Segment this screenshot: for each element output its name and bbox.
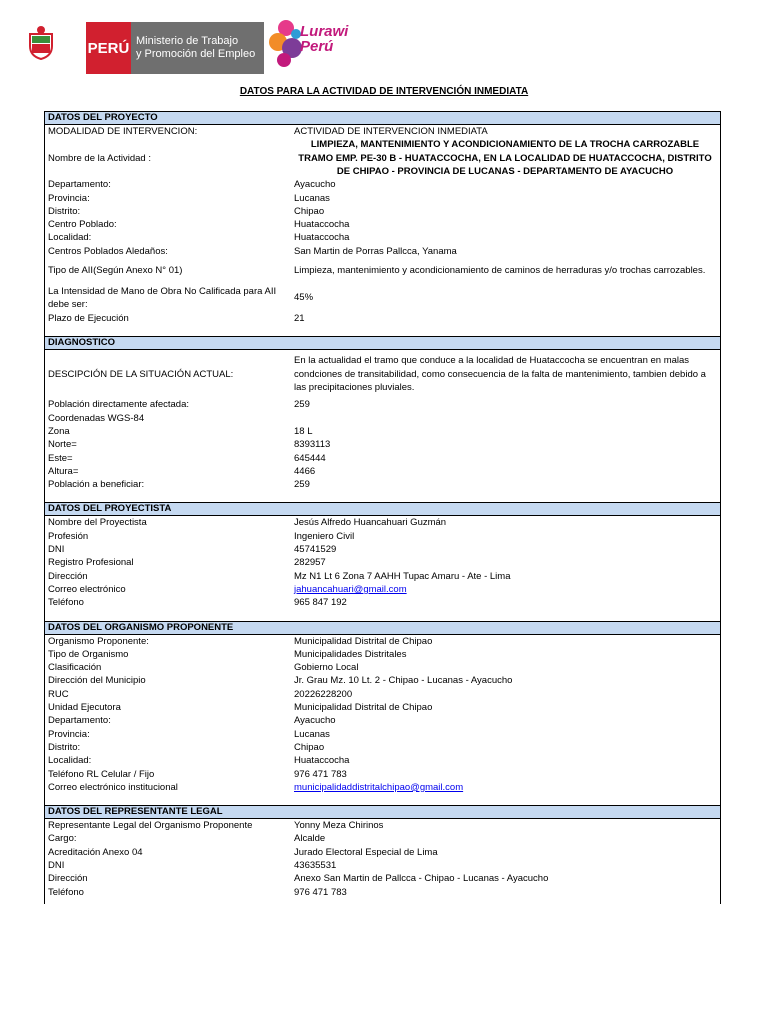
row-profesion: Profesión Ingeniero Civil <box>48 530 355 542</box>
row-direccion-proyectista: Dirección Mz N1 Lt 6 Zona 7 AAHH Tupac Amaru - Ate - Lima <box>48 570 511 582</box>
row-clasificacion: Clasificación Gobierno Local <box>48 662 359 674</box>
row-unidad-ejecutora: Unidad Ejecutora Municipalidad Distrital de Chipao <box>48 702 433 714</box>
row-provincia-org: Provincia: Lucanas <box>48 728 330 740</box>
row-dni-representante: DNI 43635531 <box>48 859 337 871</box>
spacer <box>45 899 720 904</box>
row-cargo: Cargo: Alcalde <box>48 833 326 845</box>
row-organismo-proponente: Organismo Proponente: Municipalidad Distrital de Chipao <box>48 635 433 647</box>
section-heading-representante: DATOS DEL REPRESENTANTE LEGAL <box>44 805 721 819</box>
row-registro-profesional: Registro Profesional 282957 <box>48 557 326 569</box>
ministry-logo <box>86 22 264 74</box>
row-tipo-aii: Tipo de AII(Según Anexo N° 01) Limpieza, mantenimiento y acondicionamiento de caminos de herraduras y/o trochas carrozables. <box>48 265 706 277</box>
row-situacion-actual: DESCIPCIÓN DE LA SITUACIÓN ACTUAL: En la actualidad el tramo que conduce a la localidad de Huataccocha se encuentran en malas condciones de transitabilidad, como consecuencia de la falta de mantenimiento, tambien debido a las precipitaciones pluviales. <box>48 355 706 394</box>
row-correo-proyectista: Correo electrónico jahuancahuari@gmail.com <box>48 583 407 595</box>
row-ruc: RUC 20226228200 <box>48 688 353 700</box>
spacer <box>45 491 720 502</box>
row-este: Este= 645444 <box>48 452 326 464</box>
row-direccion-municipio: Dirección del Municipio Jr. Grau Mz. 10 Lt. 2 - Chipao - Lucanas - Ayacucho <box>48 675 513 687</box>
row-intensidad: La Intensidad de Mano de Obra No Calificada para AII debe ser: 45% <box>48 285 314 311</box>
row-centros-aledanos: Centros Poblados Aledaños: San Martin de Porras Pallcca, Yanama <box>48 245 457 257</box>
row-telefono-representante: Teléfono 976 471 783 <box>48 886 347 898</box>
row-correo-institucional: Correo electrónico institucional municipalidaddistritalchipao@gmail.com <box>48 781 464 793</box>
row-localidad: Localidad: Huataccocha <box>48 232 350 244</box>
lurawi-text: Lurawi Perú <box>300 23 349 55</box>
section-heading-proyecto: DATOS DEL PROYECTO <box>44 111 721 125</box>
row-plazo: Plazo de Ejecución 21 <box>48 313 305 325</box>
row-centro-poblado: Centro Poblado: Huataccocha <box>48 219 350 231</box>
coat-of-arms-icon <box>26 24 56 60</box>
spacer <box>45 325 720 336</box>
section-heading-organismo: DATOS DEL ORGANISMO PROPONENTE <box>44 621 721 635</box>
spacer <box>45 794 720 805</box>
row-modalidad: MODALIDAD DE INTERVENCION: ACTIVIDAD DE INTERVENCION INMEDIATA <box>48 126 488 137</box>
ministry-name: Ministerio de Trabajo y Promoción del Empleo <box>131 22 264 74</box>
row-nombre-actividad: Nombre de la Actividad : LIMPIEZA, MANTENIMIENTO Y ACONDICIONAMIENTO DE LA TROCHA CARROZABLE TRAMO EMP. PE-30 B - HUATACCOCHA, EN LA LOCALIDAD DE HUATACCOCHA, DISTRITO DE CHIPAO - PROVINCIA DE LUCANAS - DEPARTAMENTO DE AYACUCHO <box>48 139 712 177</box>
spacer <box>45 610 720 621</box>
row-acreditacion: Acreditación Anexo 04 Jurado Electoral Especial de Lima <box>48 846 438 858</box>
email-link-proyectista[interactable]: jahuancahuari@gmail.com <box>294 583 407 595</box>
row-direccion-representante: Dirección Anexo San Martin de Pallcca - Chipao - Lucanas - Ayacucho <box>48 873 549 885</box>
section-heading-proyectista: DATOS DEL PROYECTISTA <box>44 502 721 516</box>
row-telefono-rl: Teléfono RL Celular / Fijo 976 471 783 <box>48 768 347 780</box>
row-norte: Norte= 8393113 <box>48 439 331 451</box>
row-distrito-org: Distrito: Chipao <box>48 741 325 753</box>
row-departamento: Departamento: Ayacucho <box>48 179 336 191</box>
row-poblacion-afectada: Población directamente afectada: 259 <box>48 399 310 411</box>
row-tipo-organismo: Tipo de Organismo Municipalidades Distritales <box>48 648 407 660</box>
row-nombre-proyectista: Nombre del Proyectista Jesús Alfredo Huancahuari Guzmán <box>48 517 447 529</box>
row-poblacion-beneficiar: Población a beneficiar: 259 <box>48 479 310 491</box>
peru-label: PERÚ <box>86 22 131 74</box>
document-title: DATOS PARA LA ACTIVIDAD DE INTERVENCIÓN INMEDIATA <box>239 86 529 97</box>
row-localidad-org: Localidad: Huataccocha <box>48 755 350 767</box>
row-distrito: Distrito: Chipao <box>48 205 325 217</box>
form-table <box>44 111 721 904</box>
row-zona: Zona 18 L <box>48 425 313 437</box>
header-logos <box>24 14 354 70</box>
row-departamento-org: Departamento: Ayacucho <box>48 715 336 727</box>
row-representante-legal: Representante Legal del Organismo Proponente Yonny Meza Chirinos <box>48 820 384 832</box>
row-telefono-proyectista: Teléfono 965 847 192 <box>48 597 347 609</box>
section-heading-diagnostico: DIAGNOSTICO <box>44 336 721 350</box>
row-dni-proyectista: DNI 45741529 <box>48 544 337 556</box>
row-altura: Altura= 4466 <box>48 465 316 477</box>
email-link-institucional[interactable]: municipalidaddistritalchipao@gmail.com <box>294 781 464 793</box>
row-coordenadas: Coordenadas WGS-84 <box>48 412 145 424</box>
row-provincia: Provincia: Lucanas <box>48 192 330 204</box>
